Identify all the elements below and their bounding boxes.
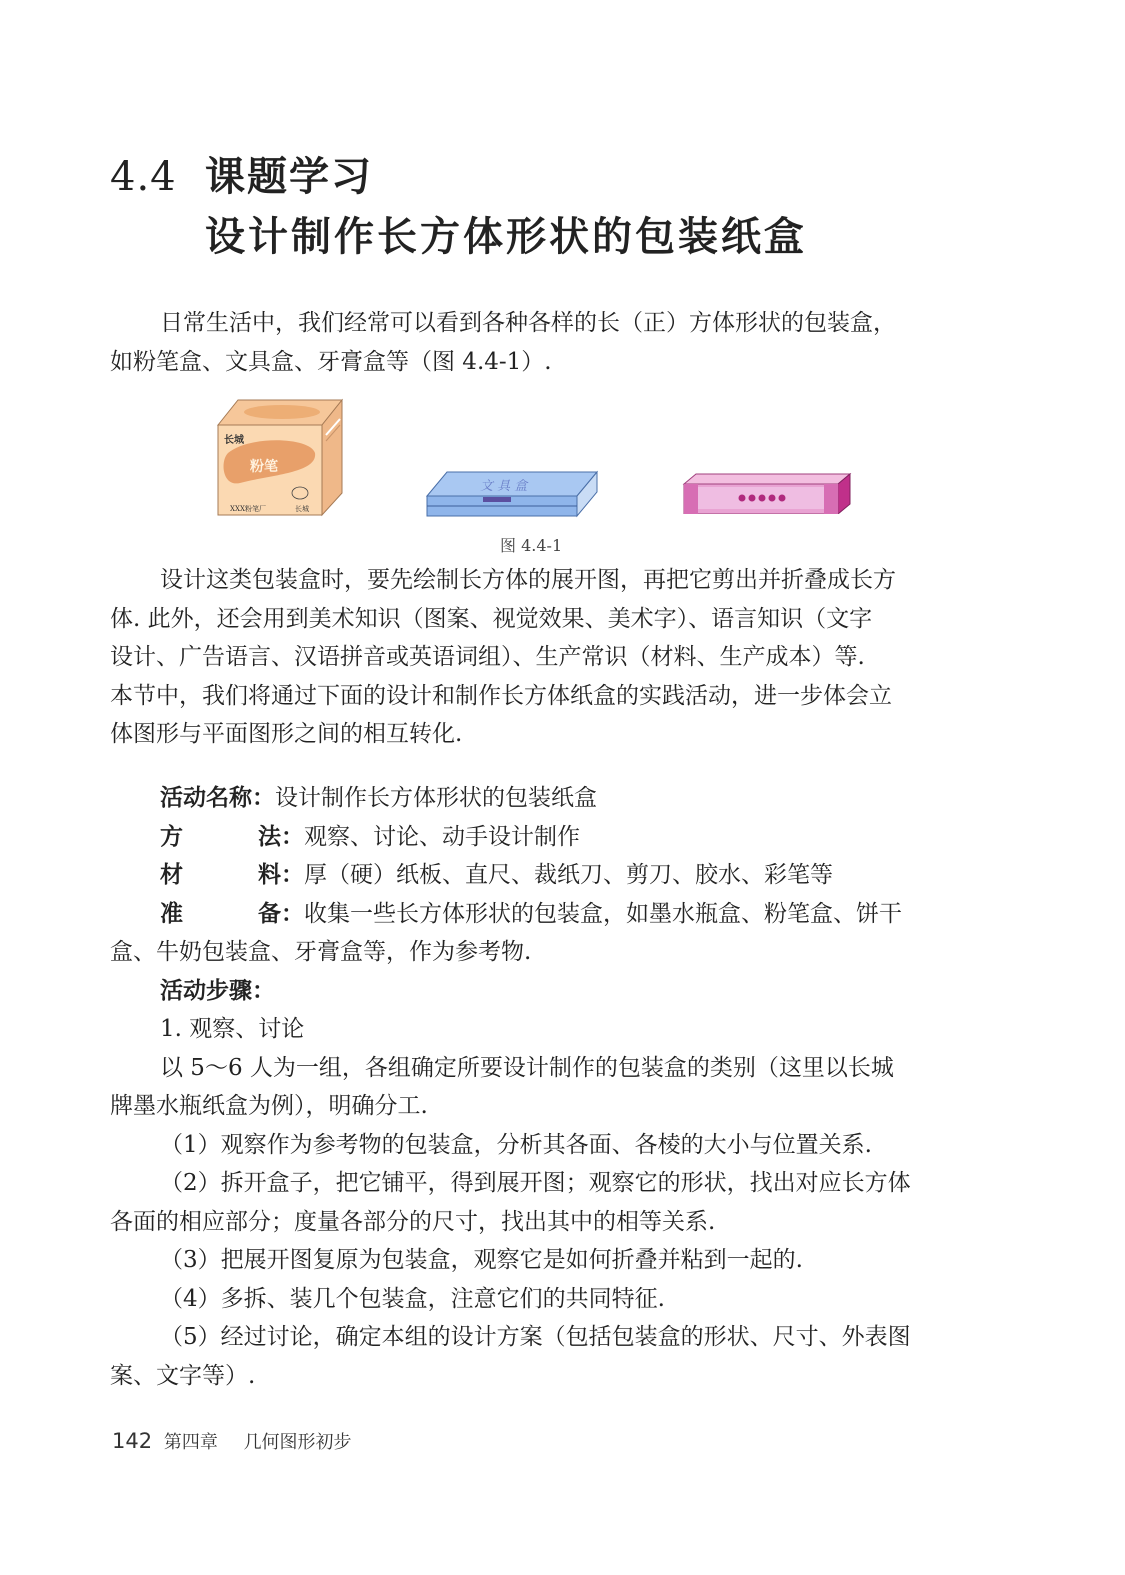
- chapter-title: 几何图形初步: [243, 1432, 352, 1453]
- svg-text:长城: 长城: [295, 505, 309, 513]
- substep-4: （4）多拆、装几个包装盒，注意它们的共同特征.: [160, 1285, 665, 1312]
- figure-caption: 图 4.4-1: [500, 536, 563, 555]
- prep-value-cont: 盒、牛奶包装盒、牙膏盒等，作为参考物.: [110, 939, 532, 965]
- svg-text:粉笔: 粉笔: [250, 459, 278, 475]
- substep-2: （2）拆开盒子，把它铺平，得到展开图；观察它的形状，找出对应长方体: [160, 1170, 911, 1196]
- prep-row: 准 备：收集一些长方体形状的包装盒，如墨水瓶盒、粉笔盒、饼干: [160, 900, 902, 927]
- substep-3: （3）把展开图复原为包装盒，观察它是如何折叠并粘到一起的.: [160, 1247, 803, 1273]
- section-number: 4.4: [110, 154, 177, 200]
- activity-name-label: 活动名称: [160, 785, 252, 811]
- text-line: 本节中，我们将通过下面的设计和制作长方体纸盒的实践活动，进一步体会立: [110, 682, 892, 709]
- text-line: 牌墨水瓶纸盒为例），明确分工.: [110, 1093, 428, 1119]
- section-subtitle: 设计制作长方体形状的包装纸盒: [205, 213, 807, 260]
- substep-2-cont: 各面的相应部分；度量各部分的尺寸，找出其中的相等关系.: [110, 1208, 716, 1235]
- svg-text:长城: 长城: [224, 435, 244, 446]
- section-heading: [110, 152, 373, 202]
- step1-title: 1. 观察、讨论: [160, 1016, 305, 1042]
- section-title: 课题学习: [205, 153, 373, 200]
- chapter-label: 第四章: [163, 1432, 218, 1453]
- text-line: 以 5～6 人为一组，各组确定所要设计制作的包装盒的类别（这里以长城: [160, 1054, 894, 1081]
- method-label: 方: [160, 823, 183, 850]
- method-row: 方 法：观察、讨论、动手设计制作: [160, 823, 580, 850]
- prep-value: 收集一些长方体形状的包装盒，如墨水瓶盒、粉笔盒、饼干: [304, 900, 902, 927]
- toothpaste-box-illustration: [682, 472, 852, 514]
- material-row: 材 料：厚（硬）纸板、直尺、裁纸刀、剪刀、胶水、彩笔等: [160, 862, 833, 888]
- text-line: 体图形与平面图形之间的相互转化.: [110, 721, 463, 747]
- chalk-box-illustration: [210, 395, 350, 520]
- method-label: 法: [258, 823, 281, 850]
- method-value: 观察、讨论、动手设计制作: [304, 823, 580, 850]
- activity-name-value: 设计制作长方体形状的包装纸盒: [275, 785, 597, 811]
- activity-section: [110, 779, 960, 1395]
- substep-5: （5）经过讨论，确定本组的设计方案（包括包装盒的形状、尺寸、外表图: [160, 1324, 911, 1350]
- material-label: 材: [160, 862, 183, 888]
- substep-1: （1）观察作为参考物的包装盒，分析其各面、各棱的大小与位置关系.: [160, 1131, 872, 1158]
- material-value: 厚（硬）纸板、直尺、裁纸刀、剪刀、胶水、彩笔等: [304, 862, 833, 888]
- page-footer: [112, 1428, 352, 1454]
- text-line: 体. 此外，还会用到美术知识（图案、视觉效果、美术字）、语言知识（文字: [110, 605, 873, 632]
- prep-label: 备: [258, 900, 281, 927]
- material-label: 料: [258, 862, 281, 888]
- text-line: 如粉笔盒、文具盒、牙膏盒等（图 4.4-1）.: [110, 348, 552, 375]
- page-number: 142: [112, 1429, 153, 1453]
- svg-text:XXX粉笔厂: XXX粉笔厂: [230, 505, 266, 513]
- substep-5-cont: 案、文字等）.: [110, 1362, 256, 1389]
- activity-name-row: 活动名称：设计制作长方体形状的包装纸盒: [160, 785, 597, 811]
- steps-heading: 活动步骤：: [160, 977, 275, 1004]
- prep-label: 准: [160, 900, 183, 927]
- stationery-box-illustration: [425, 468, 600, 518]
- svg-text:文 具 盒: 文 具 盒: [480, 479, 528, 494]
- intro-paragraph: [110, 304, 960, 381]
- steps-label: 活动步骤: [160, 977, 252, 1004]
- design-paragraph: [110, 561, 960, 754]
- text-line: 设计这类包装盒时，要先绘制长方体的展开图，再把它剪出并折叠成长方: [160, 567, 896, 593]
- text-line: 日常生活中，我们经常可以看到各种各样的长（正）方体形状的包装盒，: [160, 310, 896, 336]
- text-line: 设计、广告语言、汉语拼音或英语词组）、生产常识（材料、生产成本）等.: [110, 644, 865, 670]
